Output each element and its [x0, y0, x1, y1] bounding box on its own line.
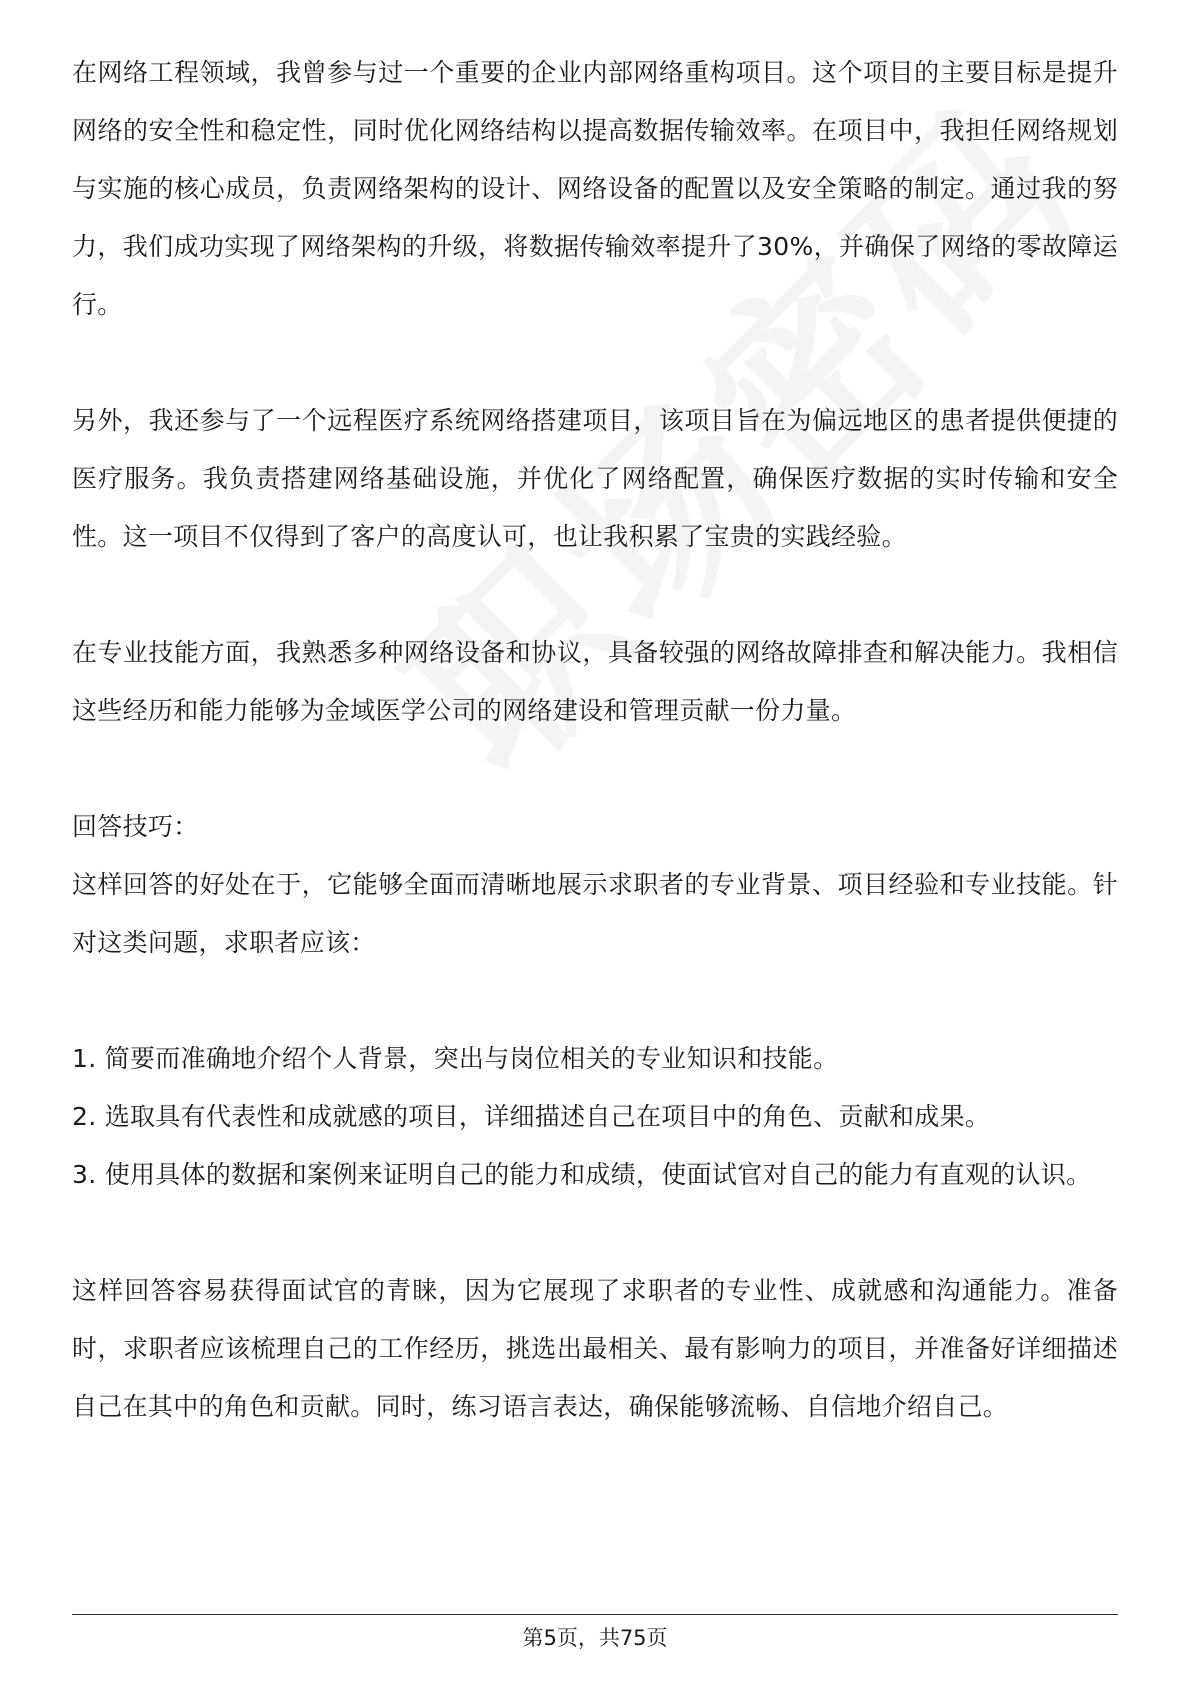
- tips-closing: 这样回答容易获得面试官的青睐，因为它展现了求职者的专业性、成就感和沟通能力。准备时，求职者应该梳理自己的工作经历，挑选出最相关、最有影响力的项目，并准备好详细描述自己在其中的角色和贡献。同时，练习语言表达，确保能够流畅、自信地介绍自己。: [72, 1276, 1118, 1421]
- tips-item-3: 3. 使用具体的数据和案例来证明自己的能力和成绩，使面试官对自己的能力有直观的认识。: [72, 1160, 1092, 1189]
- tips-intro: 这样回答的好处在于，它能够全面而清晰地展示求职者的专业背景、项目经验和专业技能。针对这类问题，求职者应该：: [72, 870, 1118, 957]
- tips-heading: 回答技巧：: [72, 812, 199, 841]
- paragraph-project-network-rebuild: 在网络工程领域，我曾参与过一个重要的企业内部网络重构项目。这个项目的主要目标是提升网络的安全性和稳定性，同时优化网络结构以提高数据传输效率。在项目中，我担任网络规划与实施的核心成员，负责网络架构的设计、网络设备的配置以及安全策略的制定。通过我的努力，我们成功实现了网络架构的升级，将数据传输效率提升了30%，并确保了网络的零故障运行。: [72, 58, 1118, 319]
- page-number: 第5页，共75页: [522, 1626, 668, 1650]
- document-body: [72, 44, 1118, 1436]
- tips-item-1: 1. 简要而准确地介绍个人背景，突出与岗位相关的专业知识和技能。: [72, 1044, 839, 1073]
- tips-item-2: 2. 选取具有代表性和成就感的项目，详细描述自己在项目中的角色、贡献和成果。: [72, 1102, 991, 1131]
- footer-divider: [72, 1614, 1118, 1615]
- paragraph-project-telemedicine: 另外，我还参与了一个远程医疗系统网络搭建项目，该项目旨在为偏远地区的患者提供便捷的医疗服务。我负责搭建网络基础设施，并优化了网络配置，确保医疗数据的实时传输和安全性。这一项目不仅得到了客户的高度认可，也让我积累了宝贵的实践经验。: [72, 406, 1118, 551]
- paragraph-skills: 在专业技能方面，我熟悉多种网络设备和协议，具备较强的网络故障排查和解决能力。我相信这些经历和能力能够为金域医学公司的网络建设和管理贡献一份力量。: [72, 638, 1118, 725]
